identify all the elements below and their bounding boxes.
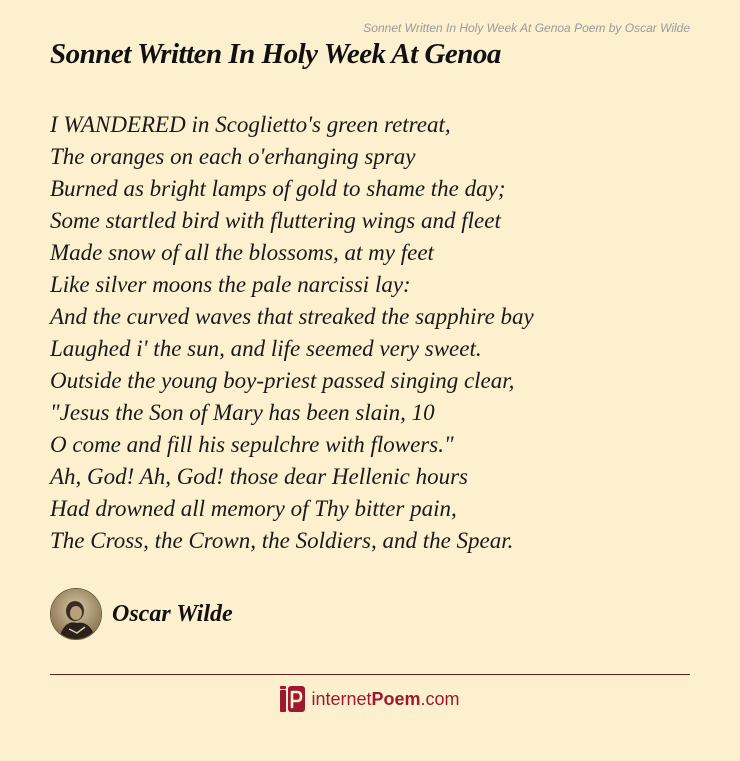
poem-line: And the curved waves that streaked the sapphire bay — [50, 304, 534, 329]
poem-line: Made snow of all the blossoms, at my feet — [50, 240, 434, 265]
poem-line: Ah, God! Ah, God! those dear Hellenic hours — [50, 464, 468, 489]
poem-line: Outside the young boy-priest passed singing clear, — [50, 368, 515, 393]
author-name[interactable]: Oscar Wilde — [112, 600, 233, 627]
author-block[interactable] — [50, 588, 233, 640]
brand-prefix: internet — [311, 688, 372, 709]
internetpoem-logo-icon — [280, 686, 305, 712]
poem-body — [50, 109, 534, 557]
poem-line: The Cross, the Crown, the Soldiers, and the Spear. — [50, 528, 514, 553]
poem-line: The oranges on each o'erhanging spray — [50, 144, 416, 169]
poem-title: Sonnet Written In Holy Week At Genoa — [50, 38, 501, 70]
top-caption: Sonnet Written In Holy Week At Genoa Poem by Oscar Wilde — [363, 21, 690, 35]
brand-bold: Poem — [371, 688, 421, 709]
brand-text[interactable] — [311, 689, 459, 710]
footer-divider — [50, 674, 690, 675]
poem-line: Burned as bright lamps of gold to shame the day; — [50, 176, 506, 201]
author-avatar[interactable] — [50, 588, 102, 640]
author-portrait-icon — [51, 589, 101, 639]
poem-line: O come and fill his sepulchre with flowers." — [50, 432, 454, 457]
poem-line: Laughed i' the sun, and life seemed very sweet. — [50, 336, 482, 361]
poem-line: Some startled bird with fluttering wings and fleet — [50, 208, 501, 233]
poem-line: Had drowned all memory of Thy bitter pain, — [50, 496, 457, 521]
brand-link[interactable] — [0, 686, 740, 712]
poem-line: Like silver moons the pale narcissi lay: — [50, 272, 411, 297]
poem-line: I WANDERED in Scoglietto's green retreat, — [50, 112, 451, 137]
poem-line: "Jesus the Son of Mary has been slain, 10 — [50, 400, 435, 425]
brand-suffix: .com — [420, 688, 460, 709]
